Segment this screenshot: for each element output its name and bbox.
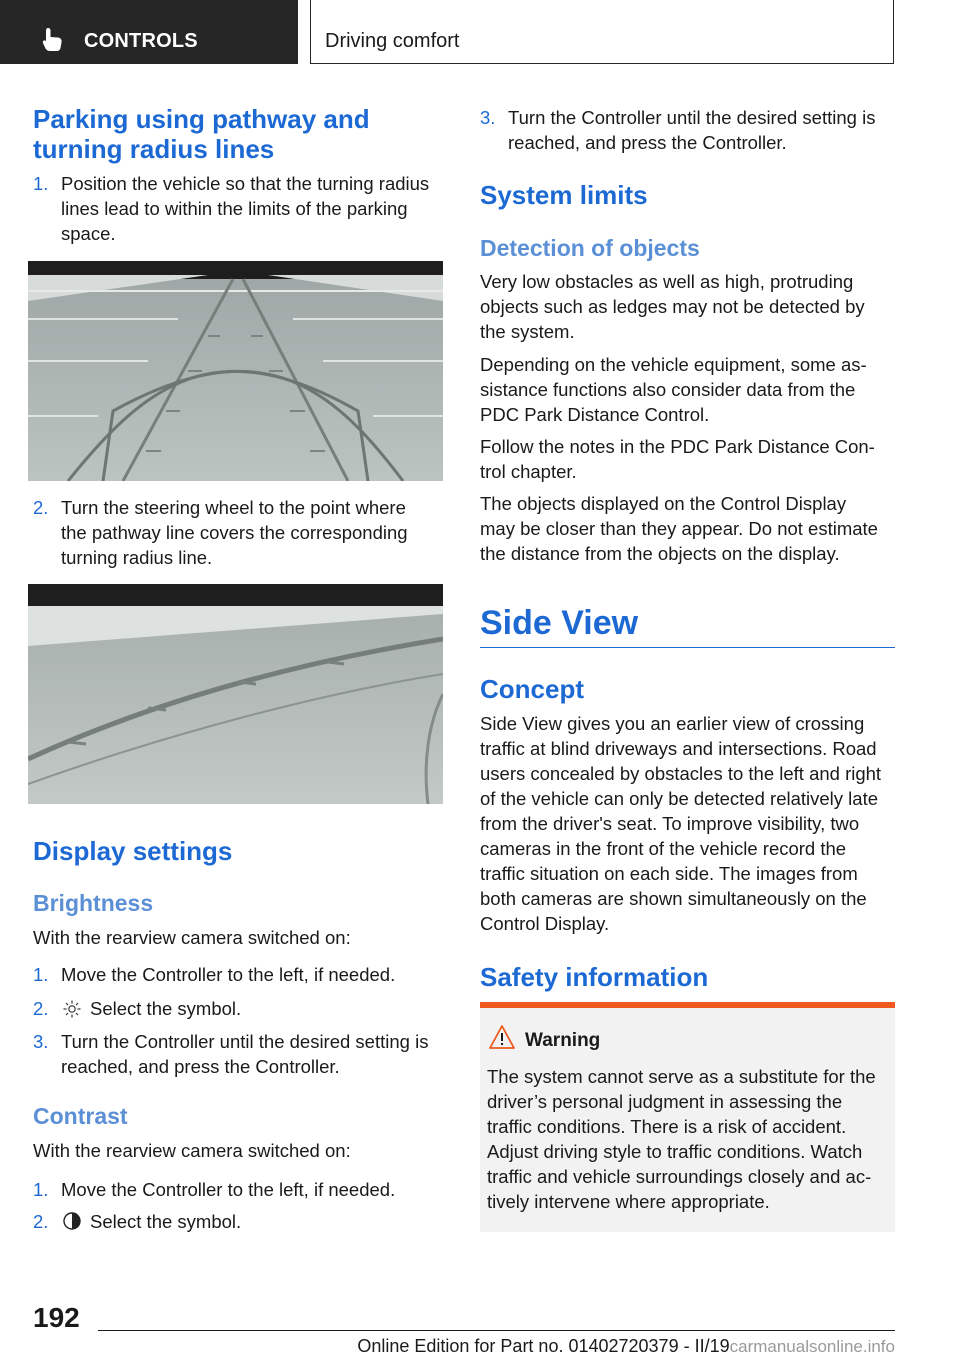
brightness-icon [62, 999, 82, 1019]
watermark: carmanualsonline.info [729, 1337, 895, 1356]
footer-rule [98, 1330, 895, 1331]
detection-paragraph: The objects displayed on the Control Display may be closer than they appear. Do not estimate the distance from the objects on the display. [480, 493, 878, 564]
chapter-title-box [310, 0, 894, 64]
detection-paragraph: Depending on the vehicle equipment, some as- sistance functions also consider data from the PDC Park Distance Control. [480, 354, 867, 425]
pointing-hand-icon [40, 26, 66, 52]
manual-page: CONTROLS Driving comfort Parking using pathway and turning radius lines 1. Position the vehicle so that the turning radius lines lead to within the limits of the parking space. 2. Turn the steering wheel to the point where the pathway line covers the corresponding turning radius line. Display settings Brightness With the rearview camera switched on: 1. Move the Controller to the left, if needed. 2. Select the symbol. 3. Turn the Controller until the desired setting is reached, and press the Controller. Contrast With the rearview camera switched on: 1. Move the Controller to the left, if needed. 2. Select the symbol. 3. Turn the Controller until the desired setting is reached, and press the Controller. System limits Detection of objects Very low obstacles as well as high, protruding objects such as ledges may not be detected by the system. Depending on the vehicle equipment, some as- sistance functions also consider data from the PDC Park Distance Control. Follow the notes in the PDC Park Distance Con- trol chapter. The objects displayed on the Control Display may be closer than they appear. Do not estimate the distance from the objects on the display. Side View Concept Side View gives you an earlier view of crossing traffic at blind driveways and intersections. Road users concealed by obstacles to the left and right of the vehicle can only be detected relatively late from the driver's seat. To improve visibility, two cameras in the front of the vehicle record the traffic situation on each side. The images from both cameras are shown simultaneously on the Control Display. Safety information Warning The system cannot serve as a substitute for the driver’s personal judgment in assessing the traffic conditions. There is a risk of accident. Adjust driving style to traffic conditions. Watch traffic and vehicle surroundings closely and ac- tively intervene where appropriate. 192 Online Edition for Part no. 01402720379 - II/19carmanualsonline.info [0, 0, 960, 1362]
contrast-intro: With the rearview camera switched on: [33, 1140, 351, 1161]
pathway-lines-camera-image [28, 261, 443, 481]
edition-text: Online Edition for Part no. 01402720379 - II/19carmanualsonline.info [357, 1336, 895, 1356]
warning-title: Warning [525, 1030, 601, 1051]
page-number: 192 [33, 1302, 80, 1333]
section-tab [0, 0, 298, 64]
pathway-lines-illustration [28, 261, 443, 481]
detection-paragraph: Follow the notes in the PDC Park Distance Con- trol chapter. [480, 436, 875, 482]
warning-bar [480, 1002, 895, 1008]
system-limits-heading: System limits [480, 180, 648, 210]
warning-box [480, 1002, 895, 1232]
side-view-heading: Side View [480, 604, 639, 642]
detection-heading: Detection of objects [480, 235, 700, 261]
concept-paragraph: Side View gives you an earlier view of crossing traffic at blind driveways and intersections. Road users concealed by obstacles to the left and right of the vehicle can only be detected relatively late from the driver's seat. To improve visibility, two cameras in the front of the vehicle record the traffic situation on each side. The images from both cameras are shown simultaneously on the Control Display. [480, 713, 882, 934]
turning-radius-camera-image [28, 584, 443, 804]
display-settings-heading: Display settings [33, 836, 233, 866]
turning-radius-illustration [28, 584, 443, 804]
brightness-intro: With the rearview camera switched on: [33, 927, 351, 948]
chapter-divider [480, 647, 895, 648]
safety-information-heading: Safety information [480, 962, 709, 992]
contrast-icon [62, 1211, 82, 1231]
brightness-heading: Brightness [33, 890, 154, 916]
chapter-title: Driving comfort [325, 30, 460, 52]
warning-triangle-icon [488, 1024, 516, 1050]
parking-heading: Parking using pathway and turning radius lines [33, 104, 370, 164]
detection-paragraph: Very low obstacles as well as high, protruding objects such as ledges may not be detected by the system. [480, 271, 865, 342]
concept-heading: Concept [480, 674, 584, 704]
contrast-heading: Contrast [33, 1103, 128, 1129]
section-label: CONTROLS [84, 30, 198, 52]
warning-text: The system cannot serve as a substitute for the driver’s personal judgment in assessing the traffic conditions. There is a risk of accident. Adjust driving style to traffic conditions. Watch traffic and vehicle surroundings closely and ac- tively intervene where appropriate. [487, 1066, 876, 1212]
